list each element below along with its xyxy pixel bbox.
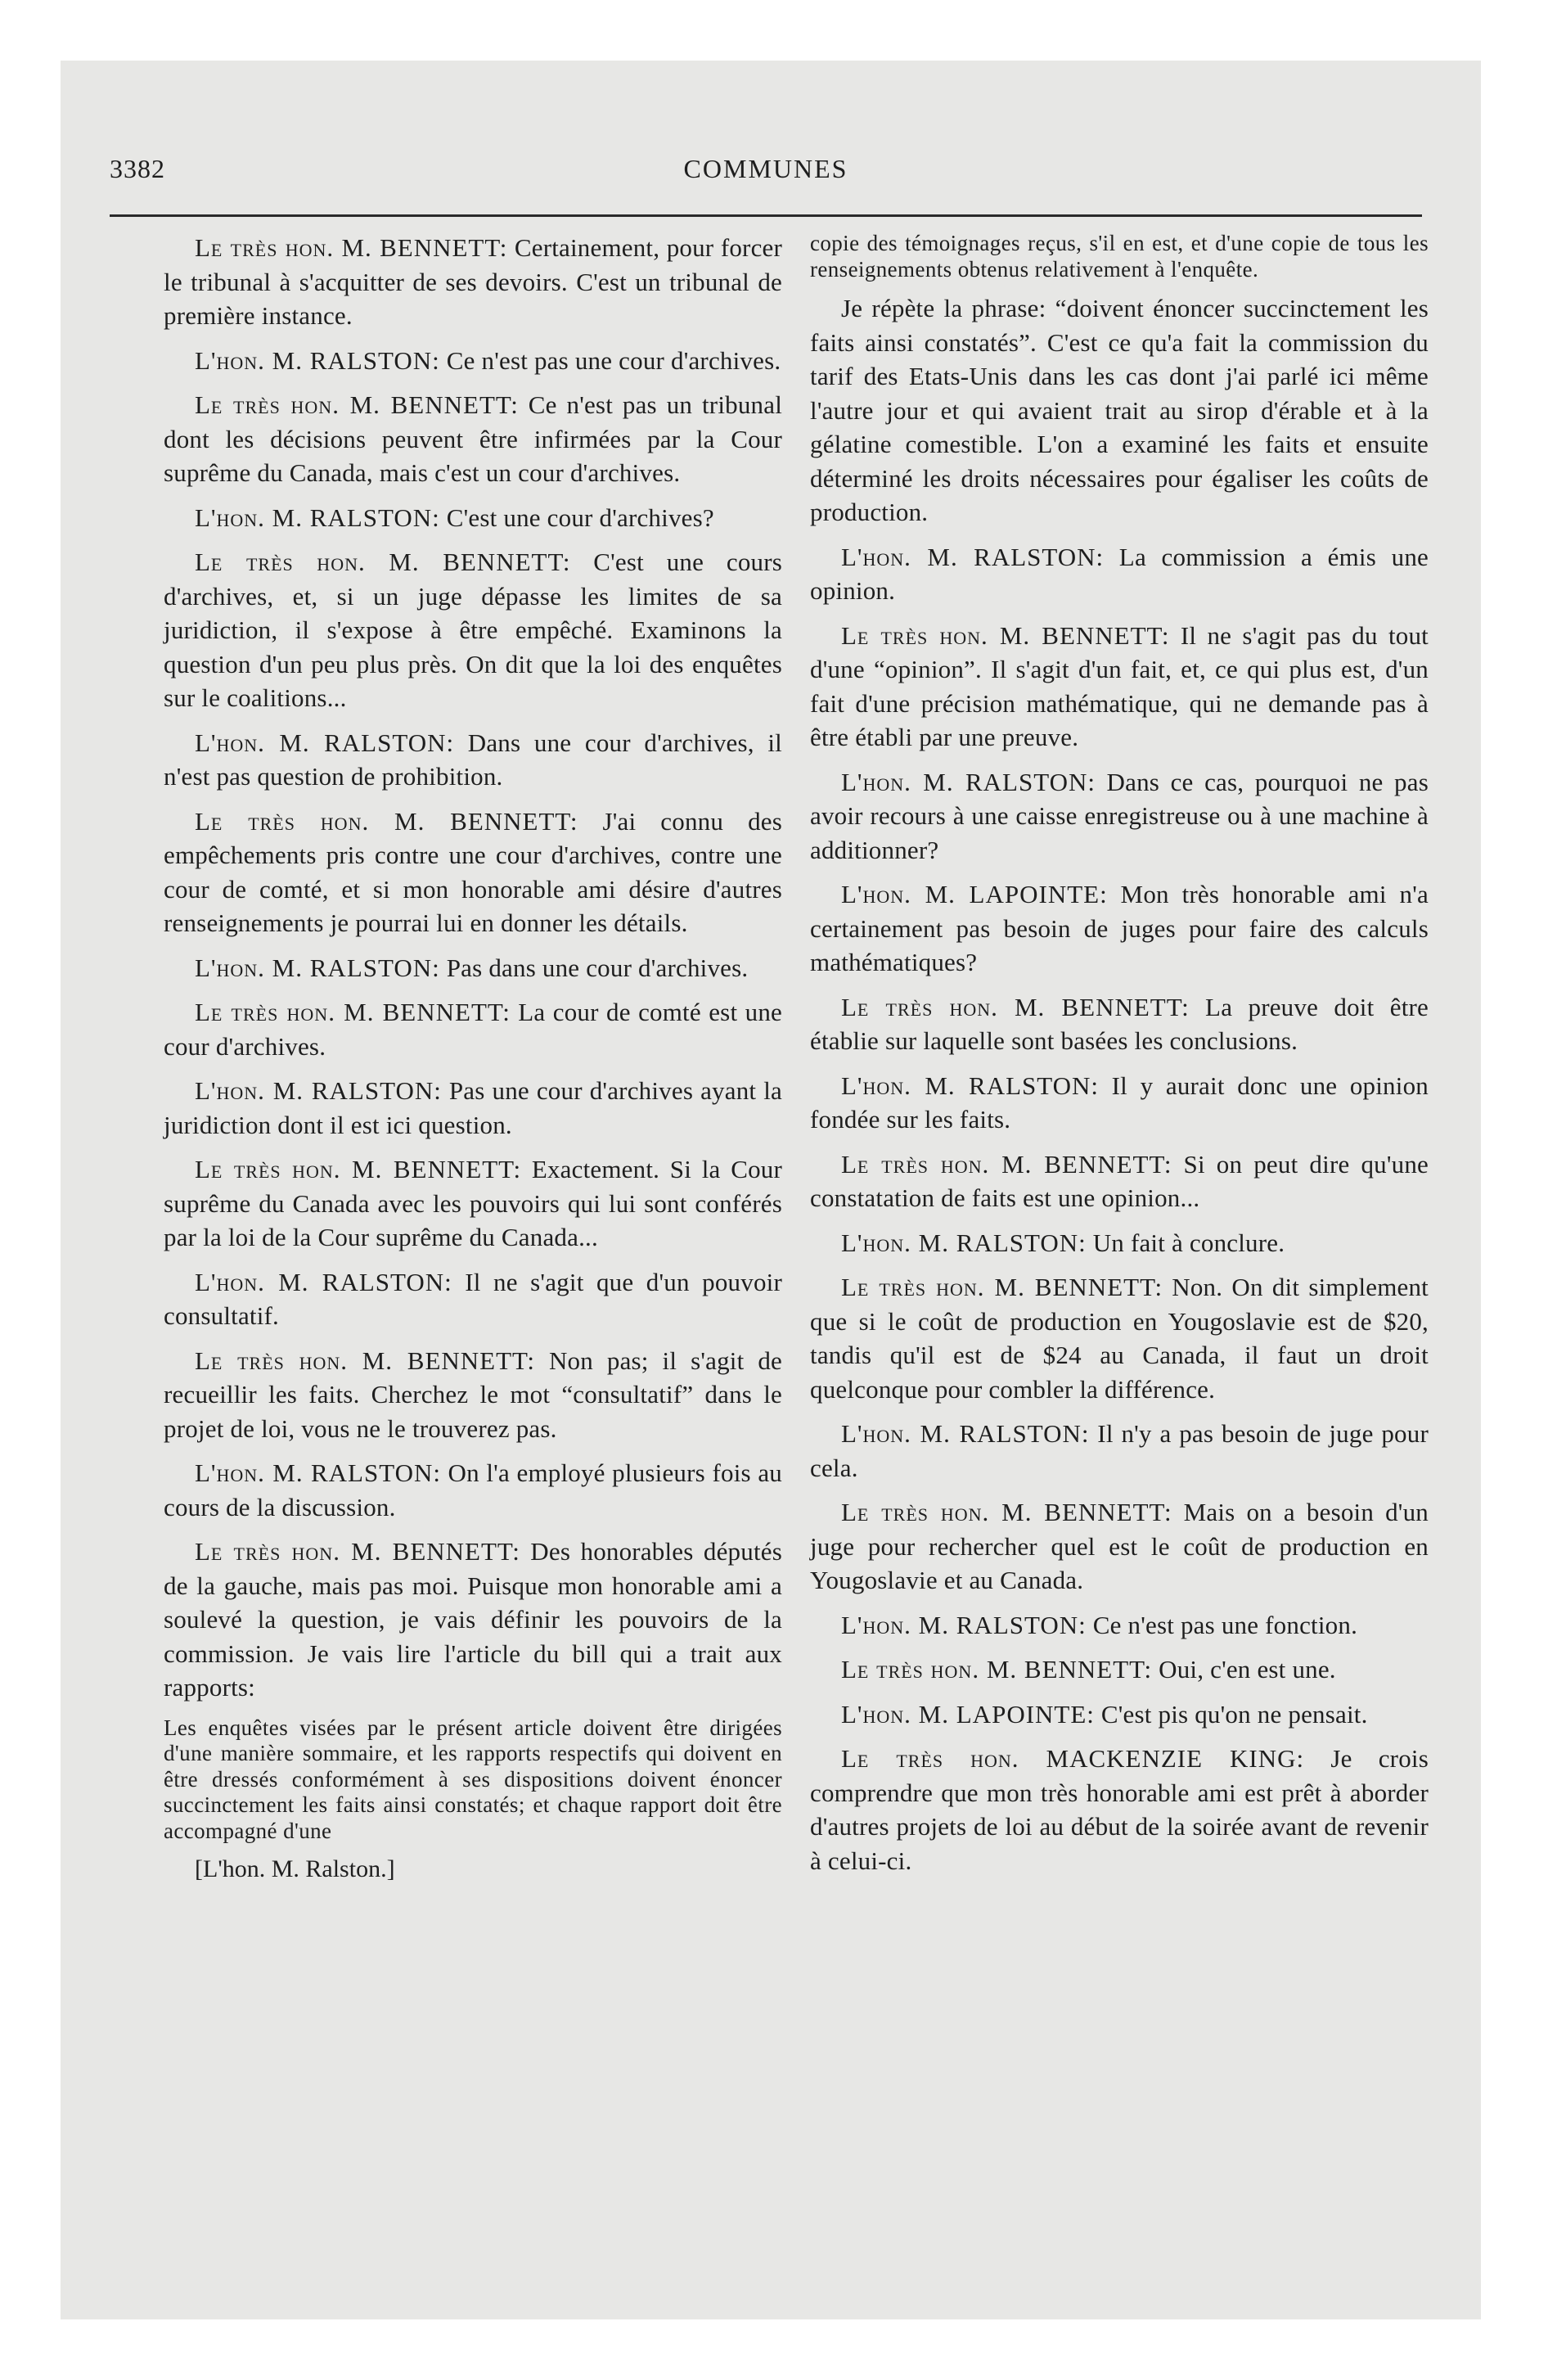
speaker-name: Le très hon. M. BENNETT:: [195, 806, 578, 836]
paragraph-text: Mais on a besoin d'un juge pour rechercher quel est le coût de production en Yougoslavie et au Canada.: [810, 1498, 1429, 1594]
paragraph: [164, 1535, 782, 1705]
running-head: COMMUNES: [683, 154, 848, 183]
paragraph: [810, 1417, 1429, 1485]
paragraph: [164, 951, 782, 985]
speaker-name: Le très hon. M. BENNETT:: [195, 1537, 520, 1566]
paragraph: [164, 545, 782, 715]
speaker-name: Le très hon. M. BENNETT:: [195, 233, 508, 262]
paragraph-text: J'ai connu des empêchements pris contre une cour d'archives, contre une cour de comté, et si mon honorable ami désire d'autres renseignements je pourrai lui en donner les détails.: [164, 806, 782, 937]
speaker-name: L'hon. M. RALSTON:: [841, 1610, 1087, 1639]
speaker-name: Le très hon. M. BENNETT:: [841, 1498, 1172, 1526]
speaker-name: Le très hon. M. BENNETT:: [841, 992, 1190, 1021]
paragraph-text: Si on peut dire qu'une constatation de faits est une opinion...: [810, 1149, 1429, 1212]
header-rule: [110, 214, 1422, 217]
page-number: 3382: [110, 154, 165, 183]
paragraph-text: La cour de comté est une cour d'archives.: [164, 998, 782, 1061]
speaker-name: L'hon. M. RALSTON:: [841, 1228, 1087, 1257]
paragraph: [810, 1742, 1429, 1877]
left-column: [164, 231, 782, 1886]
speaker-name: L'hon. M. RALSTON:: [195, 1458, 441, 1487]
page-header: [110, 154, 1422, 195]
paragraph: [164, 726, 782, 794]
paragraph-text: Pas une cour d'archives ayant la juridiction dont il est ici question.: [164, 1076, 782, 1139]
paragraph: [810, 291, 1429, 530]
right-column: [810, 231, 1429, 1888]
paragraph: [164, 388, 782, 490]
speaker-name: L'hon. M. RALSTON:: [195, 1076, 442, 1105]
paragraph-text: C'est une cours d'archives, et, si un juge dépasse les limites de sa juridiction, il s'expose à être empêché. Examinons la question d'un peu plus près. On dit que la loi des enquêtes sur le coalitions...: [164, 548, 783, 712]
speaker-name: Le très hon. M. BENNETT:: [841, 620, 1170, 650]
speaker-signature: [L'hon. M. Ralston.]: [195, 1855, 395, 1882]
paragraph-text: Je répète la phrase: “doivent énoncer succinctement les faits ainsi constatés”. C'est ce qu'a fait la commission du tarif des Etats-Unis dans les cas dont j'ai parlé ici même l'autre jour et qui avaient trait au sirop d'érable et à la gélatine comestible. L'on a examiné les faits et ensuite déterminé les droits nécessaires pour égaliser les coûts de production.: [810, 294, 1429, 526]
paragraph: [810, 990, 1429, 1058]
paragraph-text: Exactement. Si la Cour suprême du Canada avec les pouvoirs qui lui sont conférés par la loi de la Cour suprême du Canada...: [164, 1155, 783, 1251]
paragraph: [810, 619, 1429, 755]
paragraph-text: Certainement, pour forcer le tribunal à s'acquitter de ses devoirs. C'est un tribunal de première instance.: [164, 233, 783, 330]
paragraph-text: Mon très honorable ami n'a certainement pas besoin de juges pour faire des calculs mathématiques?: [810, 880, 1429, 976]
paragraph: [810, 1069, 1429, 1137]
paragraph: [164, 1152, 782, 1255]
paragraph: [164, 805, 782, 940]
speaker-name: L'hon. M. RALSTON:: [195, 503, 440, 532]
paragraph: [810, 877, 1429, 980]
paragraph: [810, 1270, 1429, 1406]
paragraph-text: C'est pis qu'on ne pensait.: [1094, 1699, 1368, 1729]
speaker-name: Le très hon. MACKENZIE KING:: [841, 1744, 1305, 1773]
paragraph: [164, 231, 782, 333]
paragraph-text: Dans ce cas, pourquoi ne pas avoir recours à une caisse enregistreuse ou à une machine à additionner?: [810, 767, 1429, 864]
paragraph-text: C'est une cour d'archives?: [439, 503, 714, 532]
paragraph-text: Des honorables députés de la gauche, mais pas moi. Puisque mon honorable ami a soulevé la question, je vais définir les pouvoirs de la commission. Je vais lire l'article du bill qui a trait aux rapports:: [164, 1537, 782, 1702]
speaker-name: L'hon. M. RALSTON:: [841, 542, 1105, 571]
paragraph: [810, 540, 1429, 608]
paragraph: [164, 1074, 782, 1142]
speaker-name: Le très hon. M. BENNETT:: [841, 1149, 1172, 1179]
paragraph-text: Ce n'est pas une fonction.: [1086, 1610, 1358, 1639]
paragraph-text: Il y aurait donc une opinion fondée sur les faits.: [810, 1071, 1429, 1134]
speaker-name: L'hon. M. RALSTON:: [841, 1071, 1100, 1100]
paragraph: [810, 1147, 1429, 1215]
paragraph-text: Dans une cour d'archives, il n'est pas question de prohibition.: [164, 728, 782, 791]
paragraph: [164, 1344, 782, 1446]
paragraph-text: Non pas; il s'agit de recueillir les faits. Cherchez le mot “consultatif” dans le projet de loi, vous ne le trouverez pas.: [164, 1346, 783, 1443]
speaker-name: Le très hon. M. BENNETT:: [195, 548, 571, 576]
paragraph: [810, 1608, 1429, 1643]
speaker-name: L'hon. M. RALSTON:: [195, 953, 440, 982]
speaker-name: Le très hon. M. BENNETT:: [195, 390, 519, 419]
paragraph-text: Un fait à conclure.: [1086, 1228, 1285, 1257]
speaker-name: L'hon. M. RALSTON:: [841, 1419, 1090, 1448]
paragraph: [164, 501, 782, 535]
speaker-name: L'hon. M. RALSTON:: [841, 767, 1096, 796]
speaker-name: L'hon. M. RALSTON:: [195, 1267, 452, 1296]
paragraph-text: Pas dans une cour d'archives.: [439, 953, 749, 982]
paragraph-text: Il ne s'agit pas du tout d'une “opinion”. Il s'agit d'un fait, et, ce qui plus est, d'un fait d'une précision mathématique, qui ne demande pas à être établi par une preuve.: [810, 620, 1429, 751]
paragraph: [810, 1652, 1429, 1687]
paragraph: [810, 1697, 1429, 1732]
speaker-name: L'hon. M. RALSTON:: [195, 345, 440, 375]
paragraph-text: Oui, c'en est une.: [1152, 1655, 1336, 1684]
speaker-name: L'hon. M. LAPOINTE:: [841, 1699, 1095, 1729]
paragraph-text: Il ne s'agit que d'un pouvoir consultatif.: [164, 1267, 782, 1330]
speaker-name: Le très hon. M. BENNETT:: [195, 1346, 536, 1375]
paragraph-text: On l'a employé plusieurs fois au cours de la discussion.: [164, 1458, 782, 1521]
paragraph-text: La preuve doit être établie sur laquelle sont basées les conclusions.: [810, 992, 1429, 1055]
quoted-bill-continuation: copie des témoignages reçus, s'il en est, et d'une copie de tous les renseignements obtenus relativement à l'enquête.: [810, 231, 1429, 282]
speaker-name: Le très hon. M. BENNETT:: [841, 1655, 1153, 1684]
speaker-name: L'hon. M. RALSTON:: [195, 728, 455, 757]
paragraph-text: Ce n'est pas un tribunal dont les décisions peuvent être infirmées par la Cour suprême du Canada, mais c'est un cour d'archives.: [164, 390, 783, 487]
paragraph-text: Il n'y a pas besoin de juge pour cela.: [810, 1419, 1429, 1482]
speaker-name: L'hon. M. LAPOINTE:: [841, 880, 1108, 908]
paragraph: [164, 1265, 782, 1333]
paragraph-text: Ce n'est pas une cour d'archives.: [439, 345, 781, 375]
paragraph: [810, 1495, 1429, 1598]
speaker-name: Le très hon. M. BENNETT:: [195, 998, 511, 1026]
speaker-name: Le très hon. M. BENNETT:: [841, 1273, 1163, 1301]
paragraph: [164, 1456, 782, 1524]
paragraph-text: La commission a émis une opinion.: [810, 542, 1429, 605]
paragraph-text: Non. On dit simplement que si le coût de production en Yougoslavie est de $20, tandis qu'il est de $24 au Canada, il faut un droit quelconque pour combler la différence.: [810, 1273, 1429, 1404]
paragraph: [810, 765, 1429, 868]
quoted-bill-article: Les enquêtes visées par le présent article doivent être dirigées d'une manière sommaire, et les rapports respectifs qui doivent en être dressés conformément à ses dispositions doivent énoncer succinctement les faits ainsi constatés; et chaque rapport doit être accompagné d'une: [164, 1715, 782, 1843]
paragraph: [810, 1226, 1429, 1260]
paragraph: [164, 995, 782, 1063]
paragraph-text: Je crois comprendre que mon très honorable ami est prêt à aborder d'autres projets de loi au début de la soirée avant de revenir à celui-ci.: [810, 1744, 1429, 1875]
speaker-name: Le très hon. M. BENNETT:: [195, 1155, 522, 1183]
paragraph: [164, 344, 782, 378]
